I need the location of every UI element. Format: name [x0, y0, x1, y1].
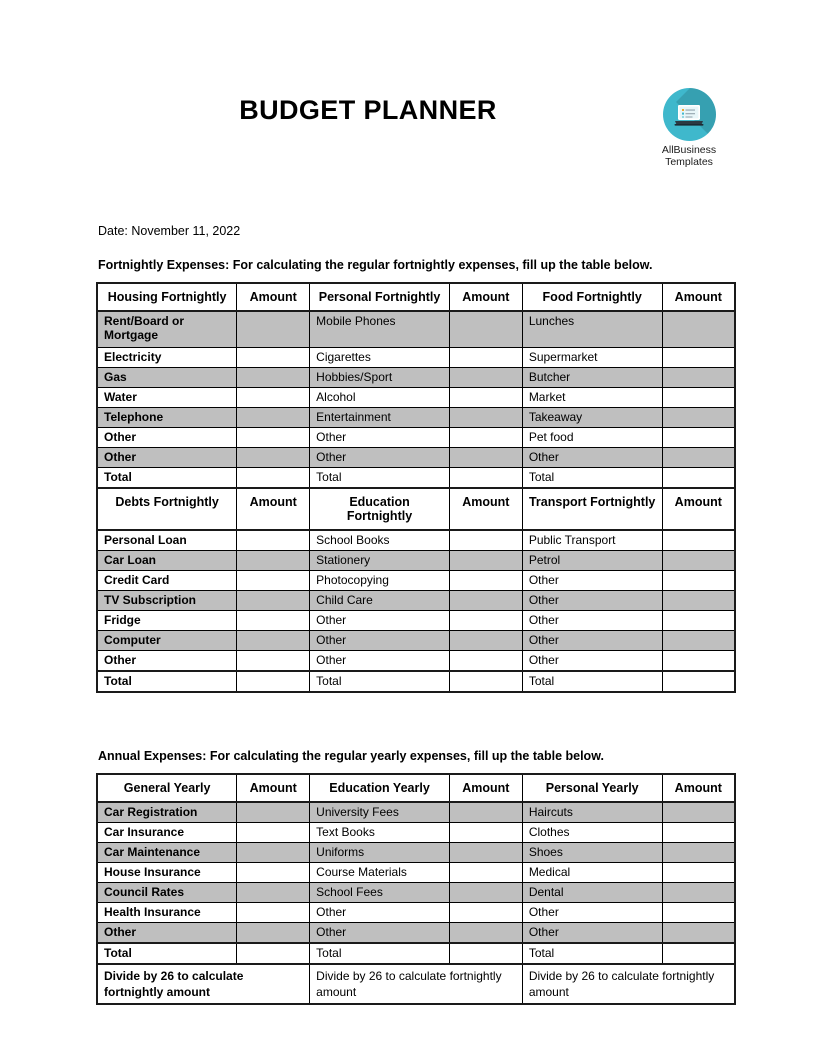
amount-input-cell[interactable] [662, 387, 735, 407]
expense-label-cell: Other [97, 650, 237, 671]
expense-label-cell: Telephone [97, 407, 237, 427]
amount-input-cell[interactable] [662, 427, 735, 447]
expense-label-cell: Water [97, 387, 237, 407]
expense-label-cell: Stationery [310, 550, 450, 570]
amount-input-cell[interactable] [237, 902, 310, 922]
amount-input-cell[interactable] [237, 610, 310, 630]
amount-input-cell[interactable] [662, 671, 735, 692]
logo-text-line1: AllBusiness [661, 144, 717, 156]
amount-input-cell[interactable] [237, 802, 310, 823]
logo-text [648, 144, 730, 169]
expense-label-cell: Total [522, 943, 662, 964]
amount-input-cell[interactable] [449, 922, 522, 943]
amount-input-cell[interactable] [449, 630, 522, 650]
fortnightly-intro: Fortnightly Expenses: For calculating the regular fortnightly expenses, fill up the table below. [98, 258, 653, 272]
expense-label-cell: Market [522, 387, 662, 407]
logo-mark [663, 88, 716, 141]
amount-input-cell[interactable] [237, 882, 310, 902]
amount-input-cell[interactable] [237, 387, 310, 407]
amount-input-cell[interactable] [449, 902, 522, 922]
amount-input-cell[interactable] [449, 427, 522, 447]
expense-label-cell: Rent/Board or Mortgage [97, 311, 237, 347]
amount-input-cell[interactable] [449, 550, 522, 570]
amount-input-cell[interactable] [237, 311, 310, 347]
table-header-row [97, 488, 735, 530]
amount-input-cell[interactable] [237, 467, 310, 488]
expense-label-cell: Total [310, 671, 450, 692]
expense-label-cell: Other [310, 650, 450, 671]
amount-input-cell[interactable] [662, 943, 735, 964]
expense-label-cell: Fridge [97, 610, 237, 630]
expense-label-cell: Other [522, 447, 662, 467]
amount-input-cell[interactable] [449, 447, 522, 467]
expense-label-cell: Other [522, 610, 662, 630]
amount-input-cell[interactable] [662, 407, 735, 427]
table-row [97, 943, 735, 964]
expense-label-cell: School Books [310, 530, 450, 551]
amount-input-cell[interactable] [662, 447, 735, 467]
expense-label-cell: Dental [522, 882, 662, 902]
amount-input-cell[interactable] [237, 570, 310, 590]
expense-label-cell: Uniforms [310, 842, 450, 862]
table-row [97, 447, 735, 467]
expense-label-cell: Other [522, 630, 662, 650]
expense-label-cell: Butcher [522, 367, 662, 387]
table-row [97, 387, 735, 407]
column-header-1: General Yearly [97, 774, 237, 802]
table-row [97, 530, 735, 551]
expense-label-cell: Other [310, 610, 450, 630]
expense-label-cell: Credit Card [97, 570, 237, 590]
column-header-1: Housing Fortnightly [97, 283, 237, 311]
expense-label-cell: Total [522, 671, 662, 692]
amount-input-cell[interactable] [662, 822, 735, 842]
expense-label-cell: Clothes [522, 822, 662, 842]
table-row [97, 862, 735, 882]
amount-input-cell[interactable] [662, 530, 735, 551]
expense-label-cell: House Insurance [97, 862, 237, 882]
amount-input-cell[interactable] [237, 590, 310, 610]
expense-label-cell: Pet food [522, 427, 662, 447]
expense-label-cell: Other [522, 902, 662, 922]
expense-label-cell: Other [310, 427, 450, 447]
expense-label-cell: Car Insurance [97, 822, 237, 842]
amount-input-cell[interactable] [237, 922, 310, 943]
expense-label-cell: Cigarettes [310, 347, 450, 367]
amount-input-cell[interactable] [662, 802, 735, 823]
amount-input-cell[interactable] [662, 311, 735, 347]
table-row [97, 882, 735, 902]
amount-input-cell[interactable] [237, 630, 310, 650]
table-row [97, 822, 735, 842]
column-header-2: Amount [237, 774, 310, 802]
table-row [97, 630, 735, 650]
amount-input-cell[interactable] [449, 570, 522, 590]
amount-input-cell[interactable] [237, 862, 310, 882]
expense-label-cell: Other [97, 447, 237, 467]
amount-input-cell[interactable] [449, 822, 522, 842]
column-header-1: Debts Fortnightly [97, 488, 237, 530]
amount-input-cell[interactable] [662, 550, 735, 570]
amount-input-cell[interactable] [662, 630, 735, 650]
page-title: BUDGET PLANNER [239, 95, 497, 125]
amount-input-cell[interactable] [662, 610, 735, 630]
amount-input-cell[interactable] [237, 427, 310, 447]
amount-input-cell[interactable] [449, 943, 522, 964]
date-line: Date: November 11, 2022 [98, 224, 241, 238]
expense-label-cell: Total [97, 943, 237, 964]
divide-by-26-note: Divide by 26 to calculate fortnightly amount [522, 964, 735, 1004]
amount-input-cell[interactable] [662, 347, 735, 367]
column-header-6: Amount [662, 774, 735, 802]
amount-input-cell[interactable] [449, 671, 522, 692]
table-row [97, 347, 735, 367]
expense-label-cell: Other [522, 650, 662, 671]
amount-input-cell[interactable] [237, 671, 310, 692]
expense-label-cell: Electricity [97, 347, 237, 367]
table-header-row [97, 774, 735, 802]
expense-label-cell: Other [97, 922, 237, 943]
amount-input-cell[interactable] [449, 407, 522, 427]
expense-label-cell: Hobbies/Sport [310, 367, 450, 387]
amount-input-cell[interactable] [449, 802, 522, 823]
amount-input-cell[interactable] [237, 407, 310, 427]
amount-input-cell[interactable] [662, 650, 735, 671]
column-header-5: Personal Yearly [522, 774, 662, 802]
expense-label-cell: Haircuts [522, 802, 662, 823]
expense-label-cell: Car Loan [97, 550, 237, 570]
table-row [97, 610, 735, 630]
expense-label-cell: Other [310, 902, 450, 922]
amount-input-cell[interactable] [237, 842, 310, 862]
document-header [88, 0, 728, 206]
expense-label-cell: Other [310, 447, 450, 467]
amount-input-cell[interactable] [662, 842, 735, 862]
expense-label-cell: Council Rates [97, 882, 237, 902]
column-header-5: Transport Fortnightly [522, 488, 662, 530]
expense-label-cell: Alcohol [310, 387, 450, 407]
table-row [97, 427, 735, 447]
table-row [97, 570, 735, 590]
table-row [97, 550, 735, 570]
amount-input-cell[interactable] [662, 570, 735, 590]
table-row [97, 367, 735, 387]
amount-input-cell[interactable] [237, 367, 310, 387]
expense-label-cell: Computer [97, 630, 237, 650]
expense-label-cell: Other [522, 922, 662, 943]
table-row [97, 671, 735, 692]
expense-label-cell: Text Books [310, 822, 450, 842]
amount-input-cell[interactable] [449, 367, 522, 387]
table-row [97, 902, 735, 922]
amount-input-cell[interactable] [237, 530, 310, 551]
amount-input-cell[interactable] [662, 590, 735, 610]
amount-input-cell[interactable] [449, 882, 522, 902]
amount-input-cell[interactable] [662, 902, 735, 922]
expense-label-cell: Supermarket [522, 347, 662, 367]
column-header-5: Food Fortnightly [522, 283, 662, 311]
amount-input-cell[interactable] [662, 467, 735, 488]
expense-label-cell: Petrol [522, 550, 662, 570]
divide-by-26-note: Divide by 26 to calculate fortnightly amount [310, 964, 523, 1004]
amount-input-cell[interactable] [449, 650, 522, 671]
amount-input-cell[interactable] [237, 550, 310, 570]
expense-label-cell: Medical [522, 862, 662, 882]
amount-input-cell[interactable] [237, 447, 310, 467]
laptop-icon [673, 103, 705, 127]
amount-input-cell[interactable] [449, 610, 522, 630]
amount-input-cell[interactable] [662, 882, 735, 902]
column-header-6: Amount [662, 488, 735, 530]
amount-input-cell[interactable] [662, 367, 735, 387]
expense-label-cell: Total [97, 671, 237, 692]
divide-by-26-note: Divide by 26 to calculate fortnightly amount [97, 964, 310, 1004]
table-row [97, 650, 735, 671]
expense-label-cell: Gas [97, 367, 237, 387]
expense-label-cell: Public Transport [522, 530, 662, 551]
expense-label-cell: Total [97, 467, 237, 488]
expense-label-cell: Total [310, 467, 450, 488]
expense-label-cell: Other [310, 630, 450, 650]
amount-input-cell[interactable] [449, 842, 522, 862]
amount-input-cell[interactable] [662, 922, 735, 943]
expense-label-cell: Shoes [522, 842, 662, 862]
table-header-row [97, 283, 735, 311]
amount-input-cell[interactable] [237, 943, 310, 964]
expense-label-cell: Total [310, 943, 450, 964]
expense-label-cell: Photocopying [310, 570, 450, 590]
amount-input-cell[interactable] [237, 347, 310, 367]
expense-label-cell: University Fees [310, 802, 450, 823]
expense-label-cell: TV Subscription [97, 590, 237, 610]
table-row [97, 407, 735, 427]
amount-input-cell[interactable] [449, 530, 522, 551]
table-row [97, 311, 735, 347]
amount-input-cell[interactable] [449, 590, 522, 610]
column-header-6: Amount [662, 283, 735, 311]
expense-label-cell: Child Care [310, 590, 450, 610]
annual-intro: Annual Expenses: For calculating the regular yearly expenses, fill up the table below. [98, 748, 604, 763]
column-header-4: Amount [449, 774, 522, 802]
column-header-2: Amount [237, 283, 310, 311]
expense-label-cell: Takeaway [522, 407, 662, 427]
expense-label-cell: Health Insurance [97, 902, 237, 922]
table-row [97, 922, 735, 943]
column-header-2: Amount [237, 488, 310, 530]
expense-label-cell: Total [522, 467, 662, 488]
column-header-3: Education Yearly [310, 774, 450, 802]
table-row [97, 802, 735, 823]
amount-input-cell[interactable] [449, 467, 522, 488]
amount-input-cell[interactable] [449, 387, 522, 407]
expense-label-cell: Personal Loan [97, 530, 237, 551]
brand-logo [648, 88, 730, 169]
column-header-4: Amount [449, 283, 522, 311]
expense-label-cell: Entertainment [310, 407, 450, 427]
fortnightly-expenses-table [96, 282, 736, 693]
table-row [97, 842, 735, 862]
expense-label-cell: School Fees [310, 882, 450, 902]
column-header-3: Personal Fortnightly [310, 283, 450, 311]
expense-label-cell: Other [522, 590, 662, 610]
expense-label-cell: Mobile Phones [310, 311, 450, 347]
amount-input-cell[interactable] [449, 311, 522, 347]
table-row [97, 590, 735, 610]
expense-label-cell: Other [522, 570, 662, 590]
expense-label-cell: Other [97, 427, 237, 447]
amount-input-cell[interactable] [449, 347, 522, 367]
amount-input-cell[interactable] [449, 862, 522, 882]
amount-input-cell[interactable] [237, 822, 310, 842]
divide-by-26-row [97, 964, 735, 1004]
amount-input-cell[interactable] [237, 650, 310, 671]
column-header-3: Education Fortnightly [310, 488, 450, 530]
section-spacer [88, 693, 728, 749]
expense-label-cell: Lunches [522, 311, 662, 347]
expense-label-cell: Car Maintenance [97, 842, 237, 862]
table-row [97, 467, 735, 488]
expense-label-cell: Other [310, 922, 450, 943]
expense-label-cell: Car Registration [97, 802, 237, 823]
amount-input-cell[interactable] [662, 862, 735, 882]
annual-expenses-table [96, 773, 736, 1005]
logo-text-line2: Templates [665, 156, 713, 169]
column-header-4: Amount [449, 488, 522, 530]
expense-label-cell: Course Materials [310, 862, 450, 882]
